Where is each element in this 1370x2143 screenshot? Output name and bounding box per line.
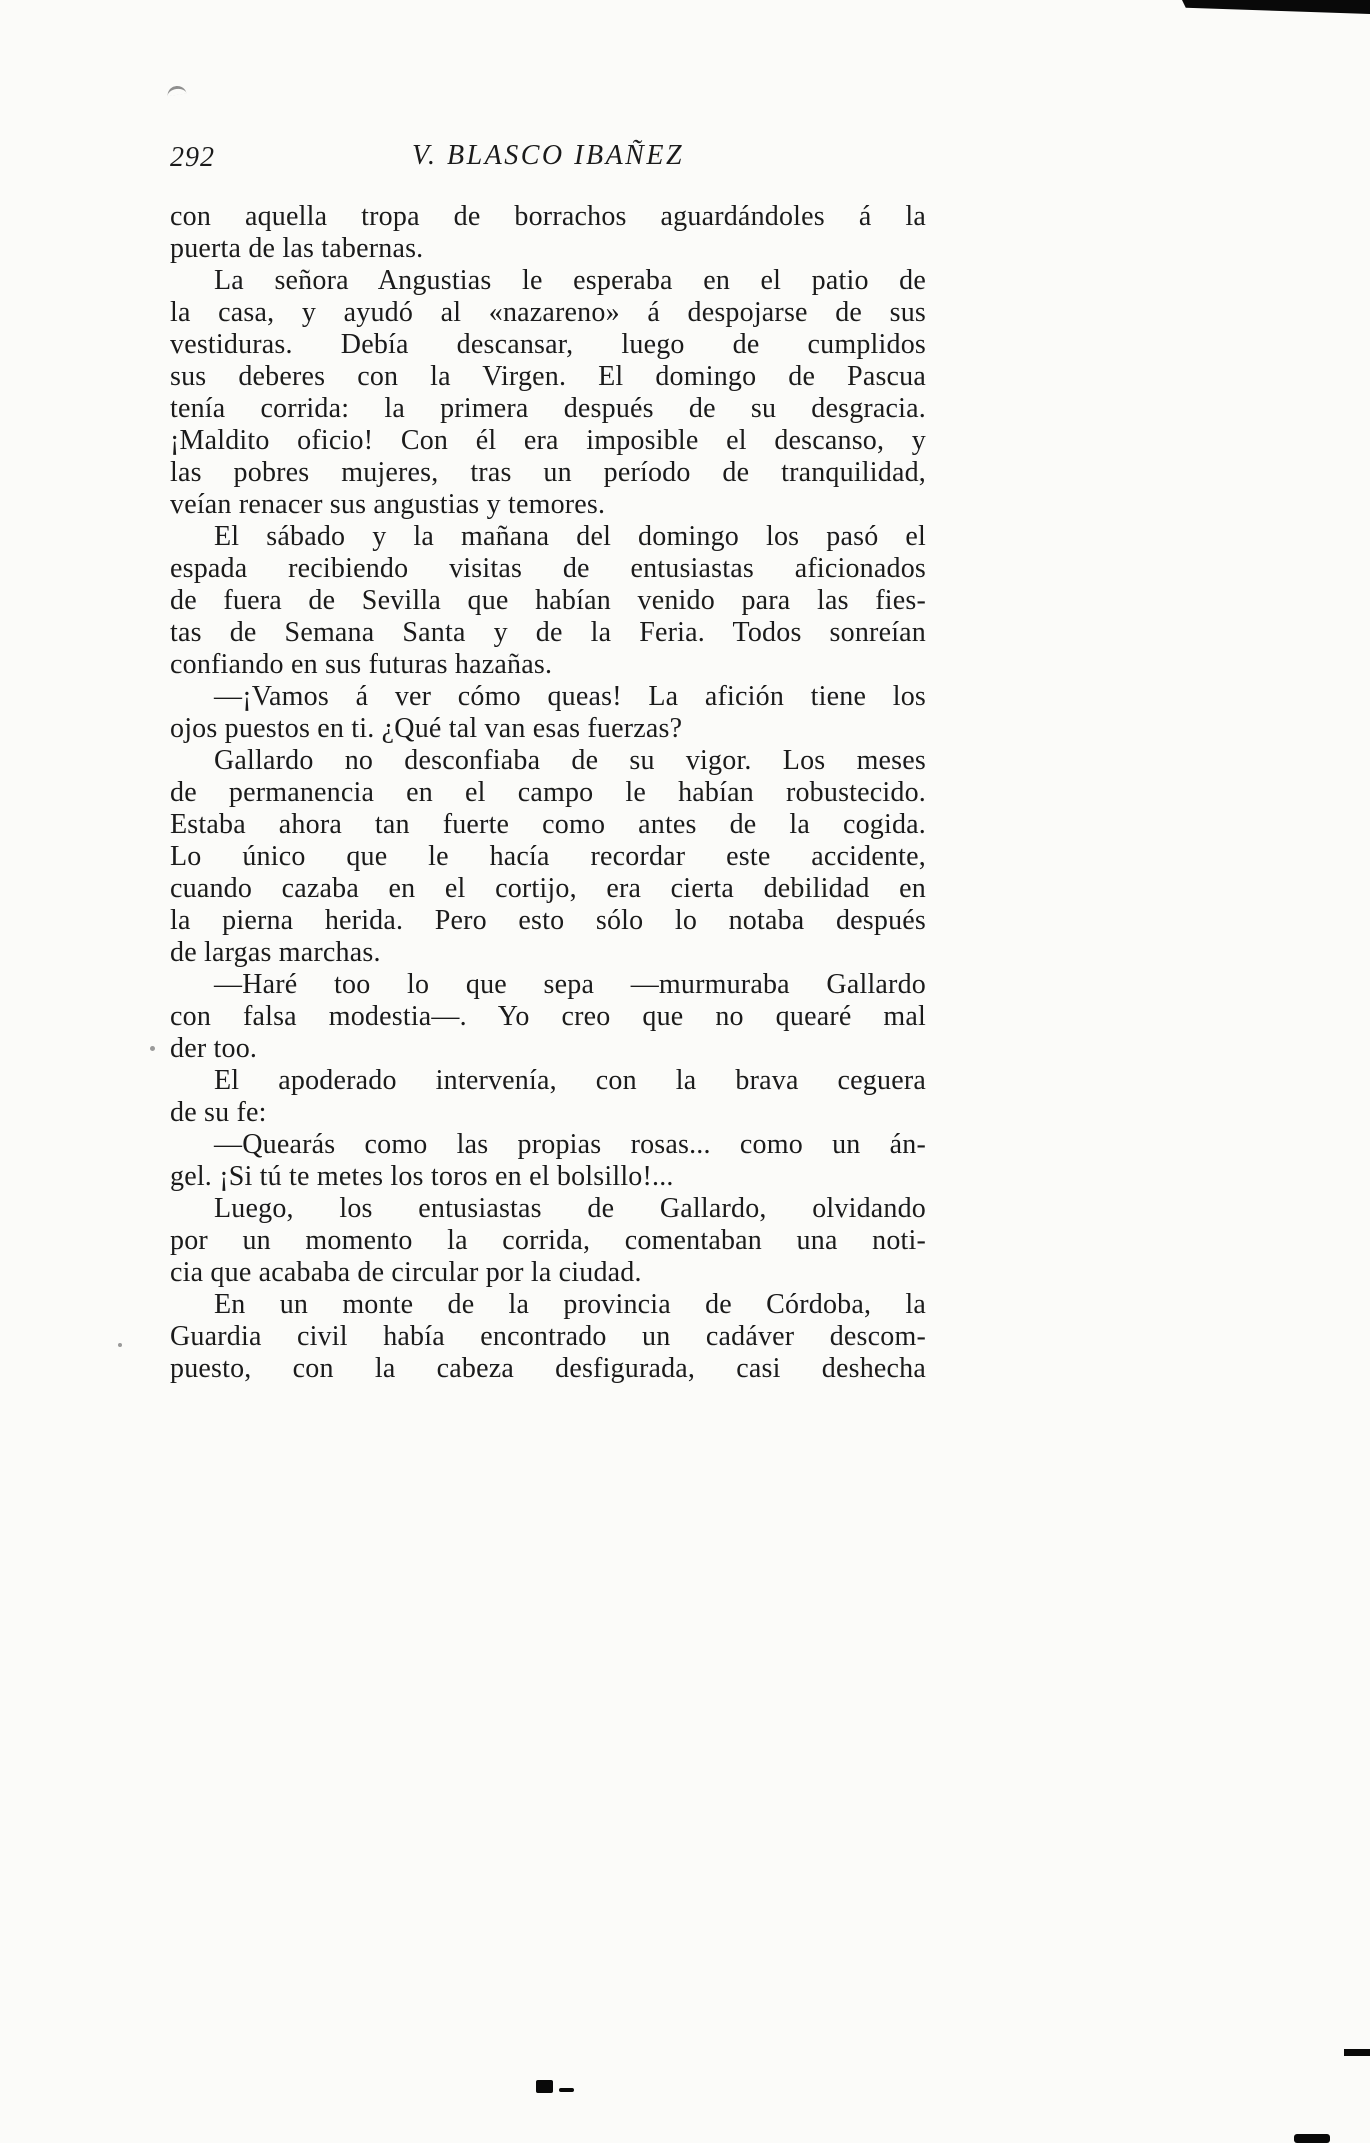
text-line: ojos puestos en ti. ¿Qué tal van esas fuerzas? [170,713,683,744]
paragraph [170,521,926,681]
scan-artifact-bottom-right [1294,2134,1330,2143]
text-line: confiando en sus futuras hazañas. [170,649,553,680]
paragraph [170,1289,926,1385]
text-block [170,201,926,1385]
text-line: la casa, y ayudó al «nazareno» á despojarse de sus [170,297,926,328]
scan-artifact-bottom-center [559,2088,574,2092]
text-line: con falsa modestia—. Yo creo que no quearé mal [170,1001,926,1032]
text-line: por un momento la corrida, comentaban una noti- [170,1225,926,1256]
text-line: En un monte de la provincia de Córdoba, la [214,1289,926,1320]
text-line: las pobres mujeres, tras un período de tranquilidad, [170,457,926,488]
text-line: cia que acababa de circular por la ciudad. [170,1257,642,1288]
paragraph [170,1193,926,1289]
paragraph [170,969,926,1065]
scan-artifact-bottom-center [536,2080,553,2093]
text-line: Luego, los entusiastas de Gallardo, olvidando [214,1193,926,1224]
text-line: El apoderado intervenía, con la brava ceguera [214,1065,926,1096]
paragraph [170,681,926,745]
text-line: Lo único que le hacía recordar este accidente, [170,841,926,872]
paragraph [170,265,926,521]
text-line: puerta de las tabernas. [170,233,424,264]
text-line: tenía corrida: la primera después de su desgracia. [170,393,926,424]
text-line: sus deberes con la Virgen. El domingo de Pascua [170,361,926,392]
text-line: —Quearás como las propias rosas... como un án- [214,1129,926,1160]
text-line: La señora Angustias le esperaba en el patio de [214,265,926,296]
scan-artifact-speck [118,1343,122,1347]
paragraph [170,1065,926,1129]
scan-artifact-tilde-mark [166,85,186,97]
text-line: Estaba ahora tan fuerte como antes de la cogida. [170,809,926,840]
text-line: de permanencia en el campo le habían robustecido. [170,777,926,808]
text-line: cuando cazaba en el cortijo, era cierta debilidad en [170,873,926,904]
text-line: la pierna herida. Pero esto sólo lo notaba después [170,905,926,936]
text-line: espada recibiendo visitas de entusiastas aficionados [170,553,926,584]
scan-artifact-right-edge [1344,2049,1370,2056]
text-line: —Haré too lo que sepa —murmuraba Gallardo [214,969,926,1000]
paragraph [170,201,926,265]
text-line: El sábado y la mañana del domingo los pasó el [214,521,926,552]
text-line: gel. ¡Si tú te metes los toros en el bolsillo!... [170,1161,674,1192]
text-line: vestiduras. Debía descansar, luego de cumplidos [170,329,926,360]
text-line: veían renacer sus angustias y temores. [170,489,606,520]
text-line: con aquella tropa de borrachos aguardándoles á la [170,201,926,232]
text-line: Gallardo no desconfiaba de su vigor. Los meses [214,745,926,776]
text-line: Guardia civil había encontrado un cadáver descom- [170,1321,926,1352]
paragraph [170,745,926,969]
text-line: de su fe: [170,1097,267,1128]
text-line: tas de Semana Santa y de la Feria. Todos sonreían [170,617,926,648]
text-line: der too. [170,1033,258,1064]
page-header [170,140,926,178]
scan-artifact-speck [150,1046,155,1051]
text-line: ¡Maldito oficio! Con él era imposible el descanso, y [170,425,926,456]
page-number: 292 [170,142,215,173]
text-line: puesto, con la cabeza desfigurada, casi deshecha [170,1353,926,1384]
scan-artifact-top-right-bar [1182,0,1370,14]
text-line: —¡Vamos á ver cómo queas! La afición tiene los [214,681,926,712]
paragraph [170,1129,926,1193]
text-line: de fuera de Sevilla que habían venido para las fies- [170,585,926,616]
text-line: de largas marchas. [170,937,381,968]
running-title: V. BLASCO IBAÑEZ [411,140,685,171]
